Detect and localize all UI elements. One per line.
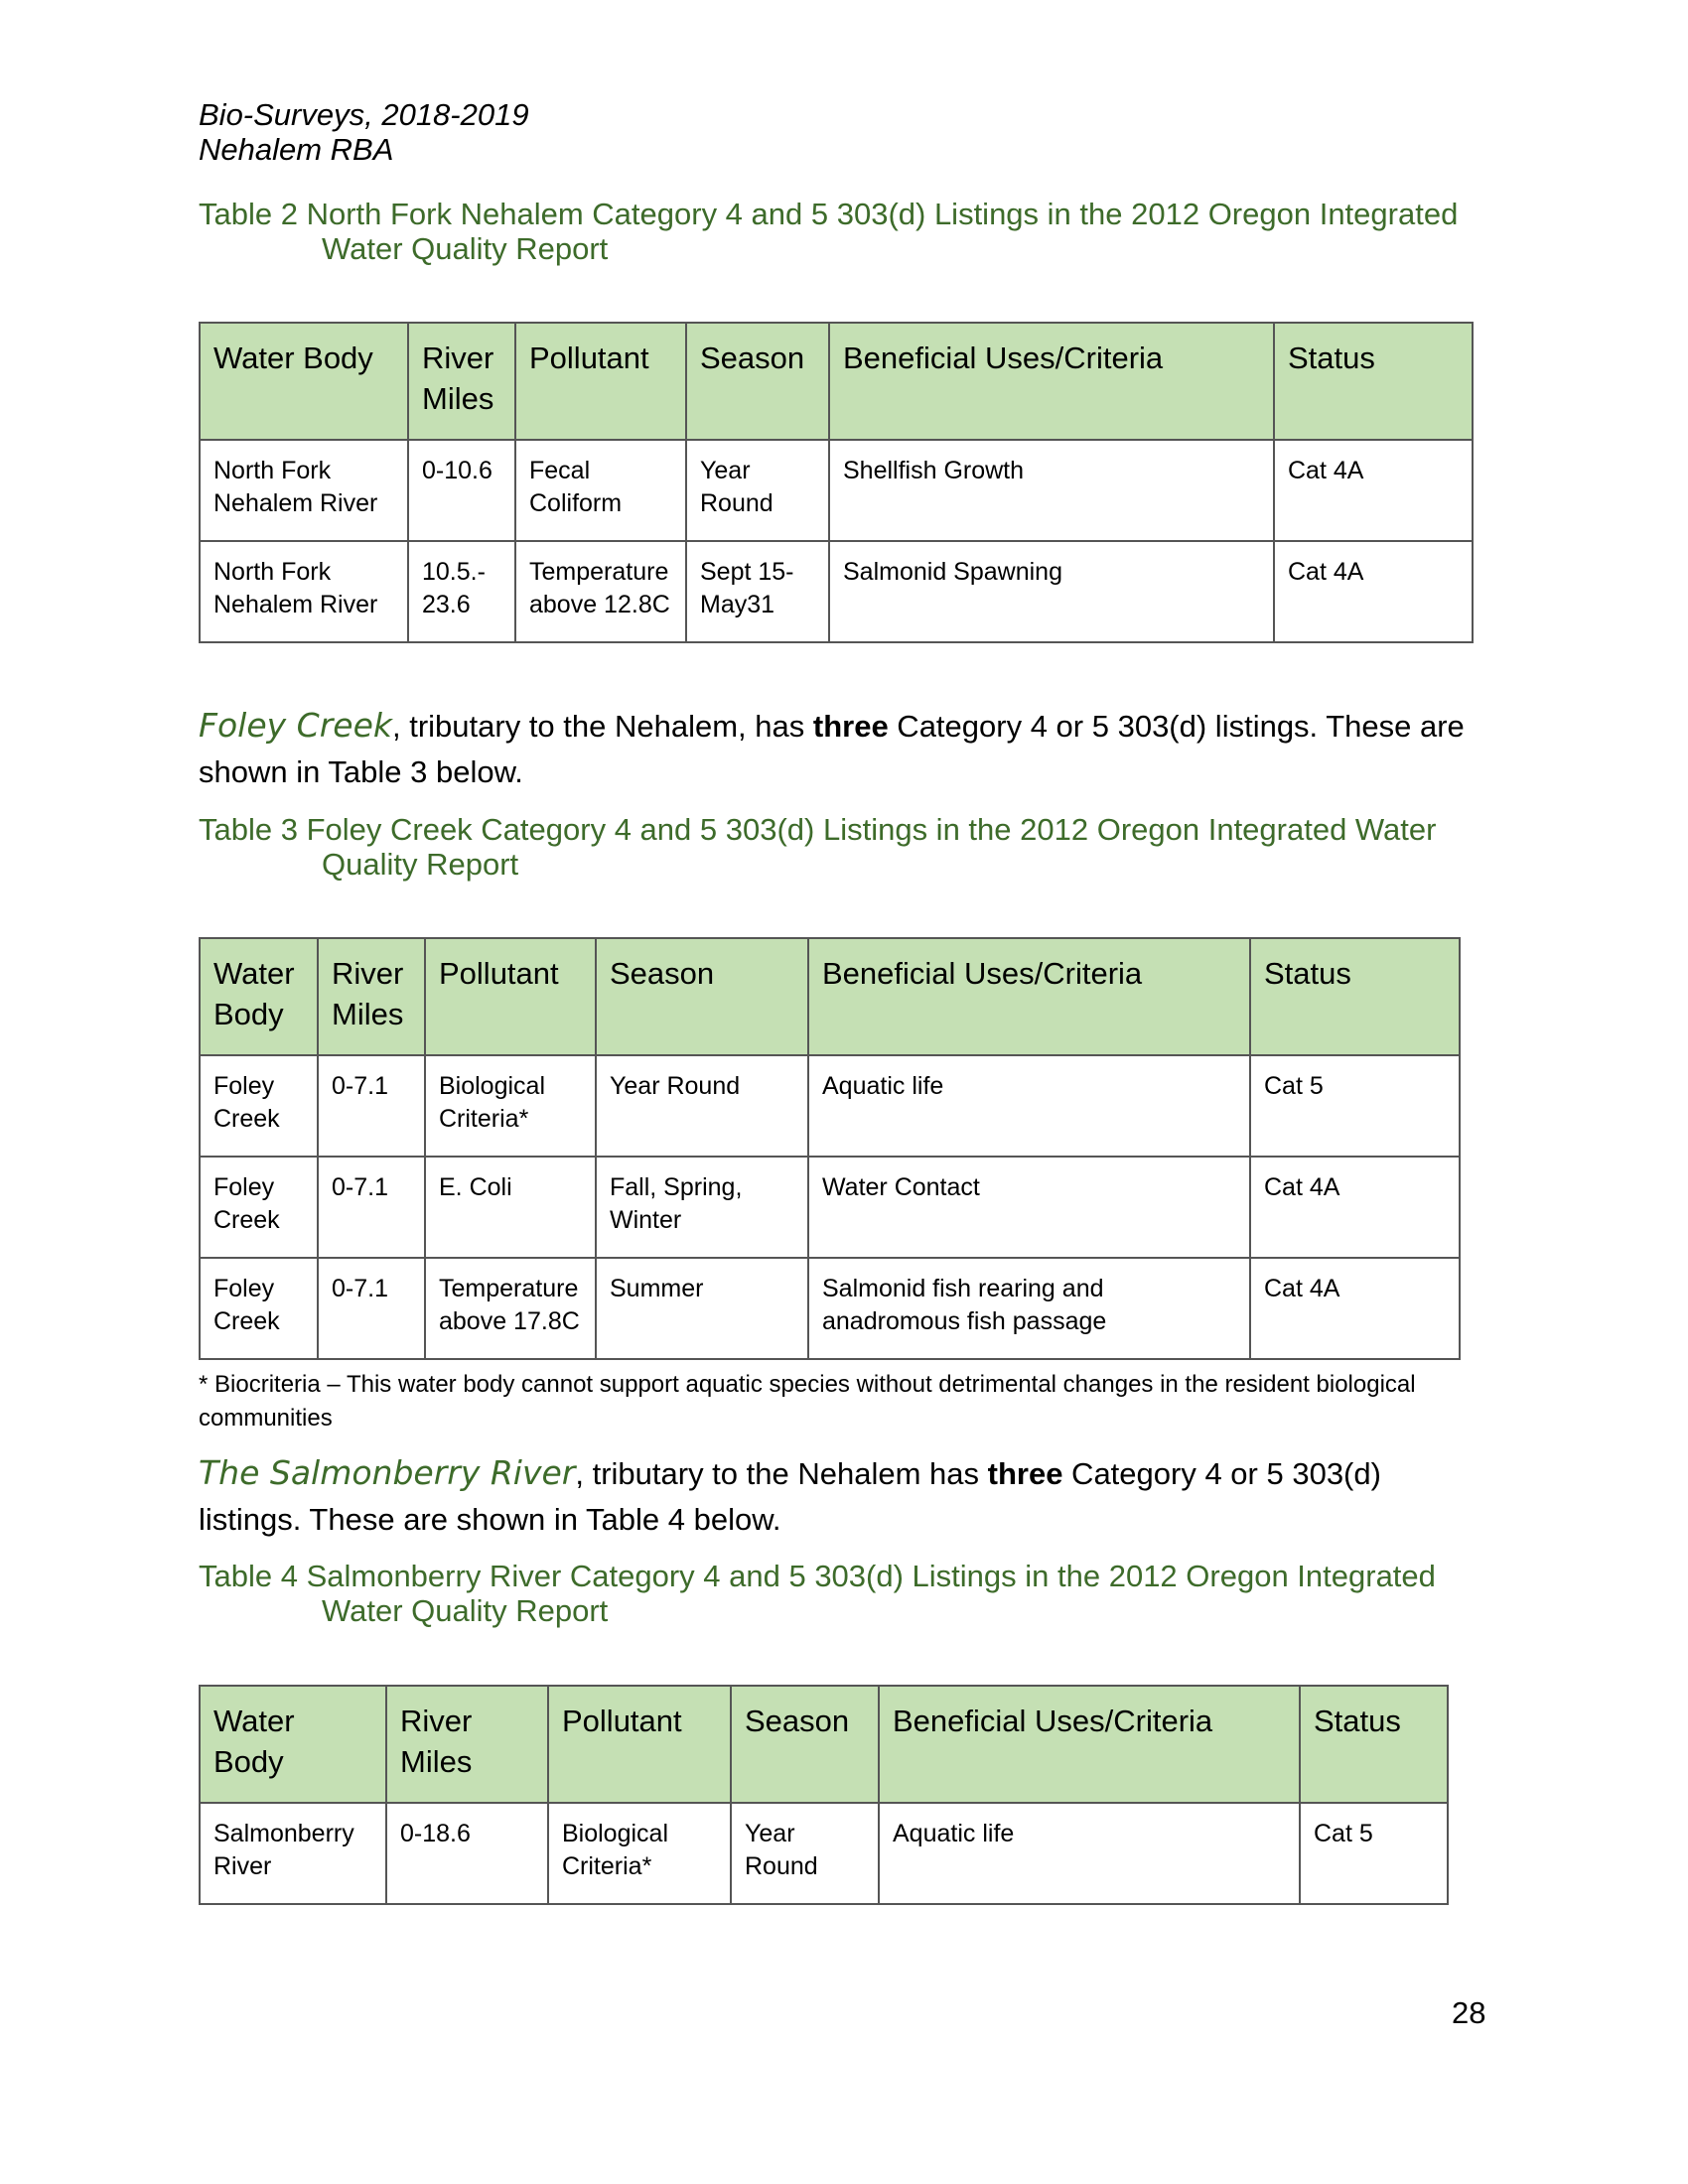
column-header: Pollutant xyxy=(548,1686,731,1803)
table-cell: Summer xyxy=(596,1258,808,1359)
column-header: Status xyxy=(1250,938,1460,1055)
table-cell: North Fork Nehalem River xyxy=(200,440,408,541)
table-4-caption xyxy=(199,1559,1489,1628)
table-cell: Biological Criteria* xyxy=(425,1055,596,1157)
table-cell: 0-10.6 xyxy=(408,440,515,541)
table-2-caption xyxy=(199,197,1489,266)
table-3-caption-line-2: Quality Report xyxy=(322,847,519,882)
table-cell: Salmonid fish rearing and anadromous fish passage xyxy=(808,1258,1250,1359)
table-cell: Biological Criteria* xyxy=(548,1803,731,1904)
table-cell: Fecal Coliform xyxy=(515,440,686,541)
table-cell: Foley Creek xyxy=(200,1157,318,1258)
column-header: Water Body xyxy=(200,938,318,1055)
table-4-caption-line-1: Table 4 Salmonberry River Category 4 and 5 303(d) Listings in the 2012 Oregon Integrated xyxy=(199,1559,1436,1593)
table-row xyxy=(200,1803,1448,1904)
table-cell: 10.5.- 23.6 xyxy=(408,541,515,642)
column-header: Beneficial Uses/Criteria xyxy=(829,323,1274,440)
table-cell: Cat 4A xyxy=(1250,1157,1460,1258)
column-header: Status xyxy=(1300,1686,1448,1803)
foley-creek-lead: Foley Creek xyxy=(199,706,392,745)
paragraph-text: , tributary to the Nehalem has xyxy=(575,1456,988,1491)
table-cell: Cat 4A xyxy=(1250,1258,1460,1359)
table-cell: Water Contact xyxy=(808,1157,1250,1258)
column-header: Pollutant xyxy=(515,323,686,440)
page-number: 28 xyxy=(1452,1995,1486,2030)
table-cell: Cat 4A xyxy=(1274,541,1473,642)
salmonberry-lead: The Salmonberry River xyxy=(199,1453,576,1492)
table-row xyxy=(200,440,1473,541)
table-cell: Fall, Spring, Winter xyxy=(596,1157,808,1258)
table-row xyxy=(200,1055,1460,1157)
column-header: River Miles xyxy=(386,1686,548,1803)
table-cell: Foley Creek xyxy=(200,1055,318,1157)
table-cell: Cat 4A xyxy=(1274,440,1473,541)
column-header: Water Body xyxy=(200,323,408,440)
column-header: Water Body xyxy=(200,1686,386,1803)
header-line-2: Nehalem RBA xyxy=(199,132,394,167)
salmonberry-paragraph xyxy=(199,1450,1489,1543)
table-2 xyxy=(199,322,1474,643)
column-header: Pollutant xyxy=(425,938,596,1055)
table-cell: Cat 5 xyxy=(1300,1803,1448,1904)
paragraph-text: Category 4 or 5 303(d) listings. These are shown in Table 3 below. xyxy=(199,709,1465,789)
table-cell: Temperature above 12.8C xyxy=(515,541,686,642)
paragraph-text: , tributary to the Nehalem, has xyxy=(392,709,813,744)
table-cell: Temperature above 17.8C xyxy=(425,1258,596,1359)
table-cell: Year Round xyxy=(731,1803,879,1904)
table-cell: Salmonberry River xyxy=(200,1803,386,1904)
table-cell: E. Coli xyxy=(425,1157,596,1258)
column-header: Season xyxy=(731,1686,879,1803)
table-header-row xyxy=(200,938,1460,1055)
column-header: Status xyxy=(1274,323,1473,440)
table-cell: Shellfish Growth xyxy=(829,440,1274,541)
table-4-caption-line-2: Water Quality Report xyxy=(322,1593,609,1628)
table-4 xyxy=(199,1685,1449,1905)
table-cell: 0-18.6 xyxy=(386,1803,548,1904)
table-2-caption-line-1: Table 2 North Fork Nehalem Category 4 and 5 303(d) Listings in the 2012 Oregon Integrated xyxy=(199,197,1459,231)
table-header-row xyxy=(200,323,1473,440)
table-cell: Foley Creek xyxy=(200,1258,318,1359)
paragraph-bold: three xyxy=(812,709,889,744)
table-row xyxy=(200,541,1473,642)
table-3-caption xyxy=(199,812,1489,882)
table-cell: 0-7.1 xyxy=(318,1258,425,1359)
column-header: Beneficial Uses/Criteria xyxy=(808,938,1250,1055)
header-line-1: Bio-Surveys, 2018-2019 xyxy=(199,97,529,132)
table-cell: Aquatic life xyxy=(879,1803,1300,1904)
table-cell: 0-7.1 xyxy=(318,1157,425,1258)
table-header-row xyxy=(200,1686,1448,1803)
table-cell: Sept 15- May31 xyxy=(686,541,829,642)
table-3-caption-line-1: Table 3 Foley Creek Category 4 and 5 303(d) Listings in the 2012 Oregon Integrated Water xyxy=(199,812,1437,847)
column-header: River Miles xyxy=(318,938,425,1055)
biocriteria-footnote: * Biocriteria – This water body cannot support aquatic species without detrimental changes in the resident biological communities xyxy=(199,1371,1416,1432)
table-cell: Year Round xyxy=(596,1055,808,1157)
table-cell: Aquatic life xyxy=(808,1055,1250,1157)
column-header: River Miles xyxy=(408,323,515,440)
running-header xyxy=(199,97,529,167)
table-cell: Salmonid Spawning xyxy=(829,541,1274,642)
column-header: Beneficial Uses/Criteria xyxy=(879,1686,1300,1803)
table-cell: Cat 5 xyxy=(1250,1055,1460,1157)
table-row xyxy=(200,1157,1460,1258)
paragraph-text: Category 4 or 5 303(d) listings. These are shown in Table 4 below. xyxy=(199,1456,1381,1537)
paragraph-bold: three xyxy=(987,1456,1063,1491)
table-cell: North Fork Nehalem River xyxy=(200,541,408,642)
table-row xyxy=(200,1258,1460,1359)
table-2-caption-line-2: Water Quality Report xyxy=(322,231,609,266)
column-header: Season xyxy=(596,938,808,1055)
foley-creek-paragraph xyxy=(199,703,1489,795)
table-cell: 0-7.1 xyxy=(318,1055,425,1157)
table-3 xyxy=(199,937,1461,1360)
column-header: Season xyxy=(686,323,829,440)
table-cell: Year Round xyxy=(686,440,829,541)
